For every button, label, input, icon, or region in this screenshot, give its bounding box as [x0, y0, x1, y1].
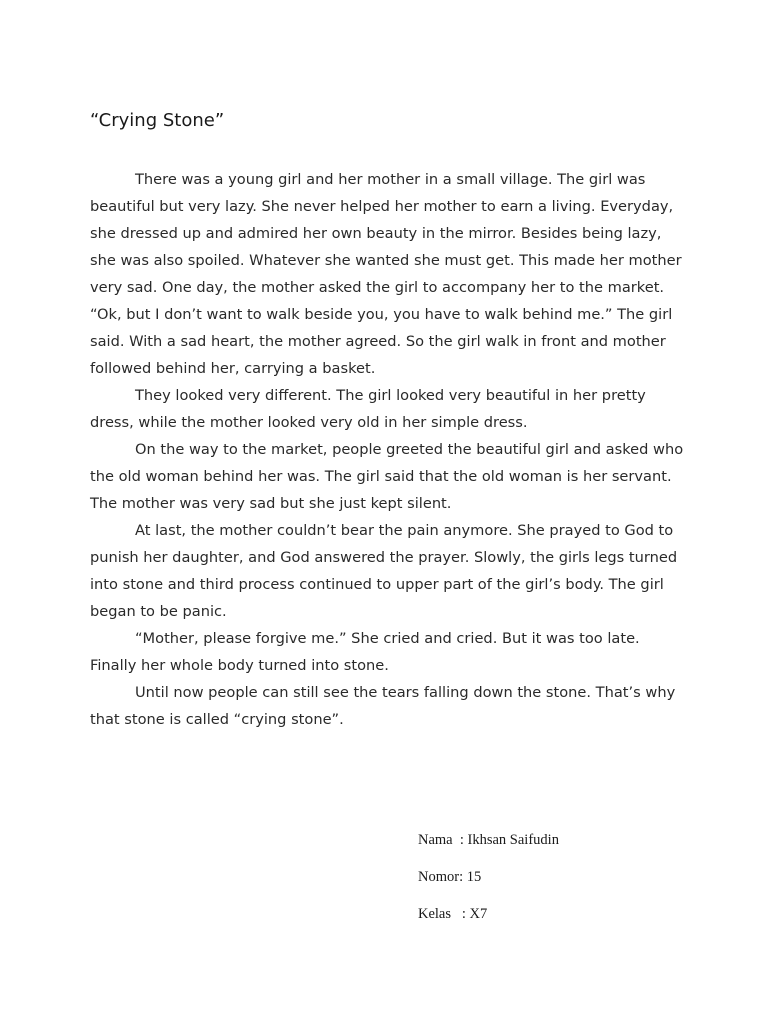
document-title: “Crying Stone” — [90, 110, 225, 131]
signature-class: Kelas : X7 — [418, 906, 488, 922]
paragraph-6: Until now people can still see the tears falling down the stone. That’s why that stone is called “crying stone”. — [90, 684, 676, 728]
paragraph-2: They looked very different. The girl looked very beautiful in her pretty dress, while the mother looked very old in her simple dress. — [90, 387, 646, 431]
signature-block — [418, 828, 559, 939]
signature-name: Nama : Ikhsan Saifudin — [418, 832, 559, 848]
paragraph-5: “Mother, please forgive me.” She cried and cried. But it was too late. Finally her whole body turned into stone. — [90, 630, 640, 674]
paragraph-1: There was a young girl and her mother in a small village. The girl was beautiful but very lazy. She never helped her mother to earn a living. Everyday, she dressed up and admired her own beauty in the mirror. Besides being lazy, she was also spoiled. Whatever she wanted she must get. This made her mother very sad. One day, the mother asked the girl to accompany her to the market. “Ok, but I don’t want to walk beside you, you have to walk behind me.” The girl said. With a sad heart, the mother agreed. So the girl walk in front and mother followed behind her, carrying a basket. — [90, 171, 682, 377]
paragraph-4: At last, the mother couldn’t bear the pain anymore. She prayed to God to punish her daughter, and God answered the prayer. Slowly, the girls legs turned into stone and third process continued to upper part of the girl’s body. The girl began to be panic. — [90, 522, 678, 620]
paragraph-3: On the way to the market, people greeted the beautiful girl and asked who the old woman behind her was. The girl said that the old woman is her servant. The mother was very sad but she just kept silent. — [90, 441, 684, 512]
signature-number: Nomor: 15 — [418, 869, 482, 885]
story-body — [90, 166, 690, 733]
